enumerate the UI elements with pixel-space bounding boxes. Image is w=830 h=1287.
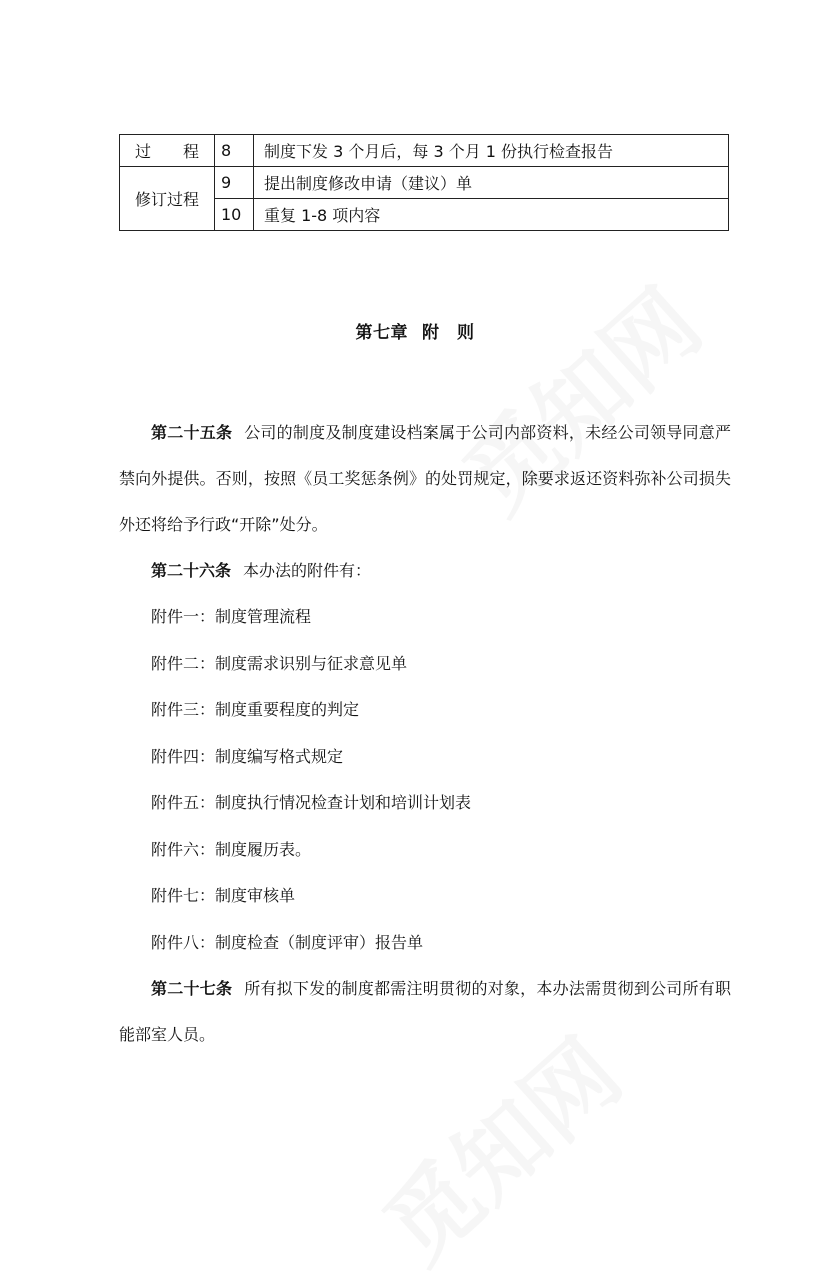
article-25 [119,410,731,548]
attachment-item: 附件七：制度审核单 [151,886,296,905]
attachment-item: 附件一：制度管理流程 [151,607,312,626]
table-row [120,167,729,199]
article-text: 本办法的附件有： [243,561,372,580]
attachment-item: 附件八：制度检查（制度评审）报告单 [151,932,424,952]
article-text: 公司的制度及制度建设档案属于公司内部资料，未经公司领导同意严禁向外提供。否则，按照《员工奖惩条例》的处罚规定，除要求返还资料弥补公司损失外还将给予行政“开除”处分。 [119,423,731,534]
description-cell: 提出制度修改申请（建议）单 [254,167,729,199]
chapter-title: 附 则 [422,323,475,343]
article-label: 第二十七条 [151,979,233,998]
article-27 [119,966,731,1058]
attachment-item: 附件三：制度重要程度的判定 [151,700,360,719]
attachment-item: 附件五：制度执行情况检查计划和培训计划表 [151,793,472,812]
attachment-item: 附件四：制度编写格式规定 [151,746,344,766]
chapter-heading [0,318,830,343]
attachment-item: 附件二：制度需求识别与征求意见单 [151,653,408,673]
process-table [119,134,729,231]
number-cell: 9 [215,167,254,199]
article-label: 第二十六条 [151,561,232,580]
number-cell: 10 [215,199,254,231]
stage-cell: 过 程 [120,135,215,167]
article-26 [119,548,731,594]
article-label: 第二十五条 [151,423,233,442]
description-cell: 制度下发 3 个月后，每 3 个月 1 份执行检查报告 [254,135,729,167]
stage-cell: 修订过程 [120,167,215,231]
article-body [119,410,731,1058]
article-text: 所有拟下发的制度都需注明贯彻的对象，本办法需贯彻到公司所有职能部室人员。 [119,979,731,1044]
chapter-number: 第七章 [355,323,408,343]
table-row [120,135,729,167]
attachment-item: 附件六：制度履历表。 [151,839,312,859]
number-cell: 8 [215,135,254,167]
description-cell: 重复 1-8 项内容 [254,199,729,231]
